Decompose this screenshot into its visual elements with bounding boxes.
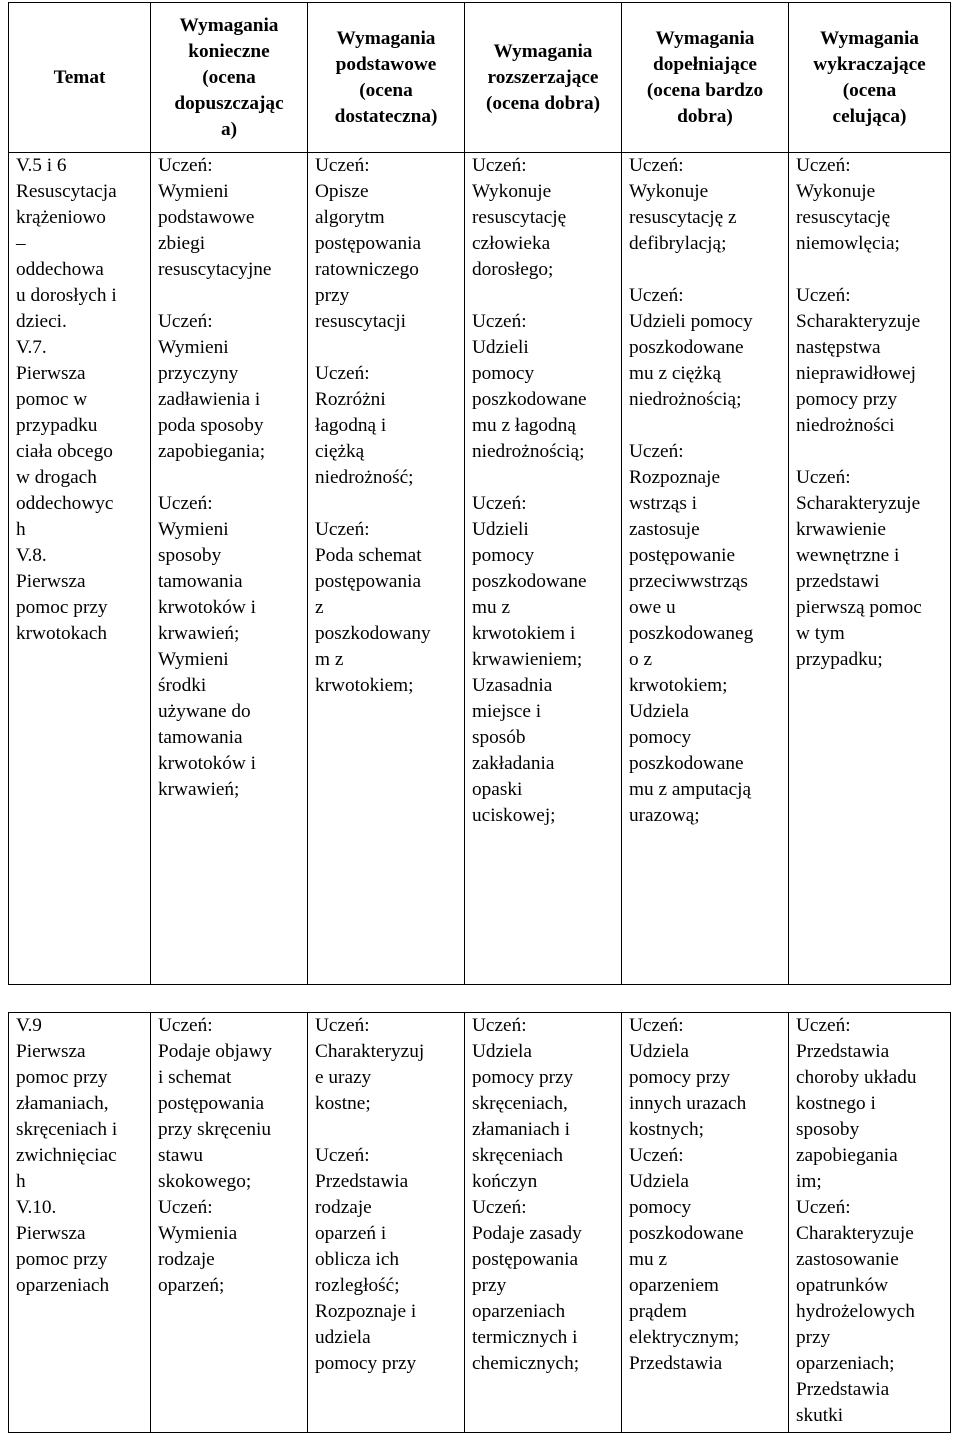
requirement-text: Uczeń: Przedstawia choroby układu kostnego i sposoby zapobiegania im; Uczeń: Charakteryzuje zastosowanie opatrunków hydrożelowych przy oparzeniach; Przedstawia skutki bbox=[796, 1015, 917, 1426]
wykraczajace-cell bbox=[789, 153, 951, 985]
requirement-text: Uczeń: Udzieli pomocy poszkodowane mu z krwotokiem i krwawieniem; Uzasadnia miejsce i sposób zakładania opaski uciskowej; bbox=[472, 493, 587, 826]
requirement-text: Uczeń: Charakteryzuj e urazy kostne; bbox=[315, 1015, 425, 1114]
table-row bbox=[9, 1013, 951, 1433]
requirement-text: Uczeń: Scharakteryzuje krwawienie wewnętrzne i przedstawi pierwszą pomoc w tym przypadku; bbox=[796, 467, 922, 670]
wykraczajace-cell bbox=[789, 1013, 951, 1433]
header-row bbox=[9, 3, 951, 153]
podstawowe-cell bbox=[308, 1013, 465, 1433]
header-dopelniajace: Wymagania dopełniające (ocena bardzo dobra) bbox=[622, 3, 789, 153]
requirement-text: Uczeń: Przedstawia rodzaje oparzeń i oblicza ich rozległość; Rozpoznaje i udziela pomocy przy bbox=[315, 1145, 417, 1374]
requirement-text: Uczeń: Rozróżni łagodną i ciężką niedrożność; bbox=[315, 363, 414, 488]
header-topic: Temat bbox=[9, 3, 151, 153]
requirement-text: Uczeń: Wykonuje resuscytację z defibrylacją; bbox=[629, 155, 737, 254]
table-row bbox=[9, 153, 951, 985]
konieczne-cell bbox=[151, 153, 308, 985]
header-podstawowe: Wymagania podstawowe (ocena dostateczna) bbox=[308, 3, 465, 153]
requirement-text: Uczeń: Udziela pomocy przy skręceniach, złamaniach i skręceniach kończyn Uczeń: Podaje zasady postępowania przy oparzeniach termicznych i chemicznych; bbox=[472, 1015, 582, 1374]
header-konieczne: Wymagania konieczne (ocena dopuszczając a) bbox=[151, 3, 308, 153]
topic-text: V.5 i 6 Resuscytacja krążeniowo – oddechowa u dorosłych i dzieci. V.7. Pierwsza pomoc w przypadku ciała obcego w drogach oddechowyc h V.8. Pierwsza pomoc przy krwotokach bbox=[16, 155, 117, 644]
requirement-text: Uczeń: Wykonuje resuscytację człowieka dorosłego; bbox=[472, 155, 567, 280]
topic-text: V.9 Pierwsza pomoc przy złamaniach, skręceniach i zwichnięciac h V.10. Pierwsza pomoc przy oparzeniach bbox=[16, 1015, 118, 1296]
topic-cell bbox=[9, 153, 151, 985]
rozszerzajace-cell bbox=[465, 1013, 622, 1433]
requirement-text: Uczeń: Wymieni podstawowe zbiegi resuscytacyjne bbox=[158, 155, 272, 280]
podstawowe-cell bbox=[308, 153, 465, 985]
requirement-text: Uczeń: Rozpoznaje wstrząs i zastosuje postępowanie przeciwwstrząs owe u poszkodowaneg o z krwotokiem; Udziela pomocy poszkodowane mu z amputacją urazową; bbox=[629, 441, 754, 826]
requirement-text: Uczeń: Scharakteryzuje następstwa nieprawidłowej pomocy przy niedrożności bbox=[796, 285, 921, 436]
konieczne-cell bbox=[151, 1013, 308, 1433]
requirements-table-part2 bbox=[8, 1012, 951, 1433]
requirement-text: Uczeń: Wymieni przyczyny zadławienia i poda sposoby zapobiegania; bbox=[158, 311, 266, 462]
dopelniajace-cell bbox=[622, 1013, 789, 1433]
requirements-table-part1 bbox=[8, 2, 951, 985]
requirement-text: Uczeń: Udzieli pomocy poszkodowane mu z łagodną niedrożnością; bbox=[472, 311, 587, 462]
requirement-text: Uczeń: Opisze algorytm postępowania ratowniczego przy resuscytacji bbox=[315, 155, 422, 332]
requirement-text: Uczeń: Podaje objawy i schemat postępowania przy skręceniu stawu skokowego; Uczeń: Wymienia rodzaje oparzeń; bbox=[158, 1015, 273, 1296]
header-rozszerzajace: Wymagania rozszerzające (ocena dobra) bbox=[465, 3, 622, 153]
requirement-text: Uczeń: Udzieli pomocy poszkodowane mu z ciężką niedrożnością; bbox=[629, 285, 753, 410]
header-wykraczajace: Wymagania wykraczające (ocena celująca) bbox=[789, 3, 951, 153]
requirement-text: Uczeń: Poda schemat postępowania z poszkodowany m z krwotokiem; bbox=[315, 519, 431, 696]
requirement-text: Uczeń: Wymieni sposoby tamowania krwotoków i krwawień; Wymieni środki używane do tamowania krwotoków i krwawień; bbox=[158, 493, 257, 800]
rozszerzajace-cell bbox=[465, 153, 622, 985]
dopelniajace-cell bbox=[622, 153, 789, 985]
topic-cell bbox=[9, 1013, 151, 1433]
requirement-text: Uczeń: Wykonuje resuscytację niemowlęcia; bbox=[796, 155, 900, 254]
requirement-text: Uczeń: Udziela pomocy przy innych urazach kostnych; Uczeń: Udziela pomocy poszkodowane mu z oparzeniem prądem elektrycznym; Przedstawia bbox=[629, 1015, 747, 1374]
